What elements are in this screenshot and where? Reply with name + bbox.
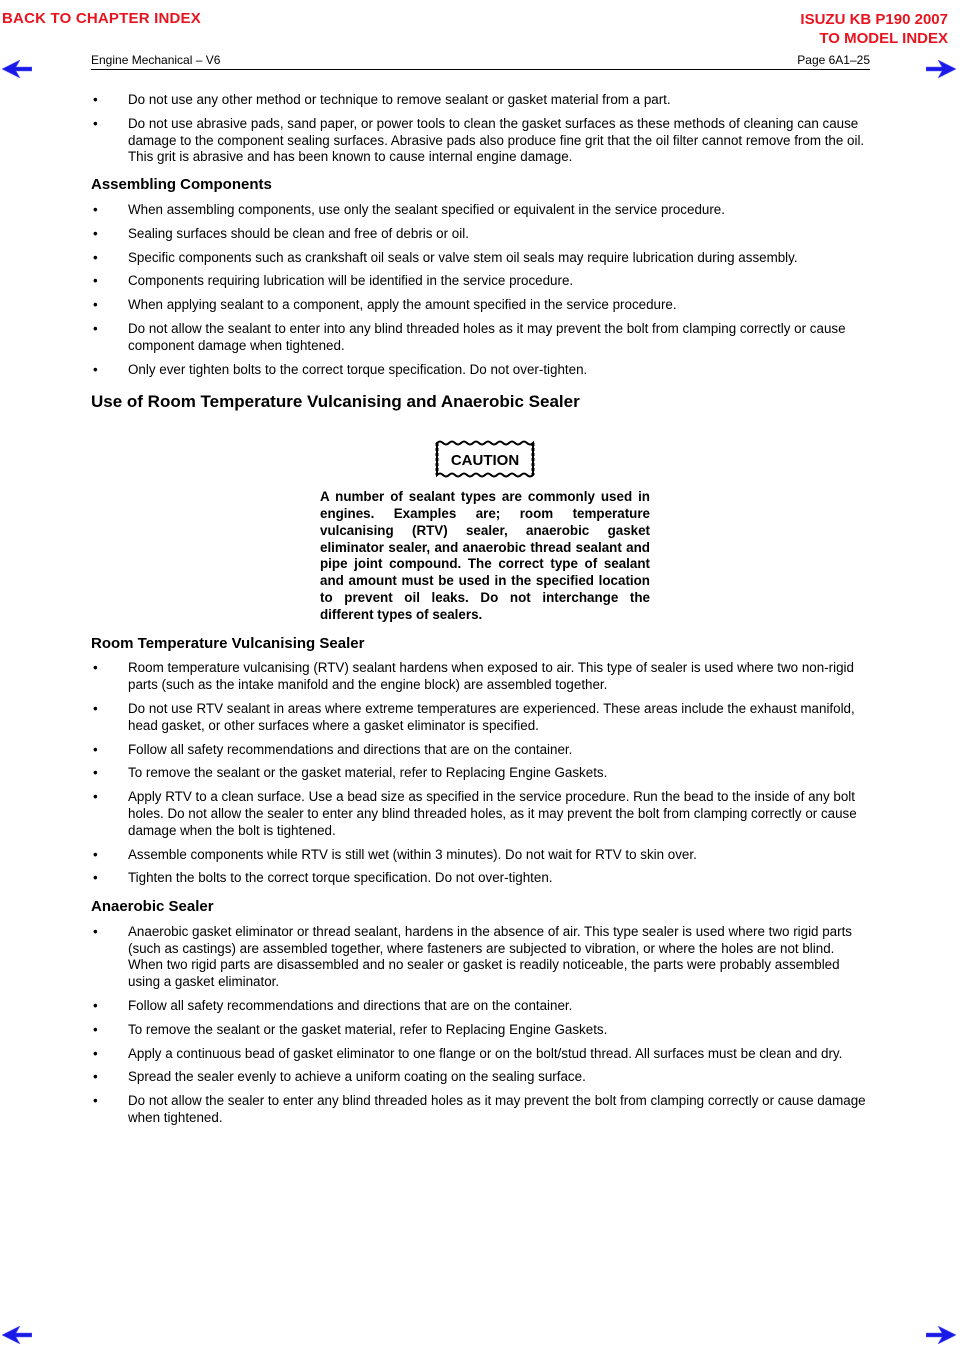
page-header-section: Engine Mechanical – V6 (91, 53, 221, 67)
rtv-bullet-list (91, 660, 871, 887)
list-item: • Anaerobic gasket eliminator or thread sealant, hardens in the absence of air. This type sealer is used where two rigid parts (such as castings) are assembled together, where fasteners are subjected to vibration, or where the holes are not blind. When two rigid parts are disassembled and no sealer or gasket is readily noticeable, the parts were probably assembled using a gasket eliminator. (91, 924, 871, 991)
model-title[interactable]: ISUZU KB P190 2007 (800, 11, 948, 28)
assembling-components-heading: Assembling Components (91, 176, 272, 194)
caution-badge-icon (433, 439, 537, 479)
list-item: • Only ever tighten bolts to the correct torque specification. Do not over-tighten. (91, 362, 871, 379)
list-item: • Do not use any other method or technique to remove sealant or gasket material from a part. (91, 92, 871, 109)
list-item: • Specific components such as crankshaft oil seals or valve stem oil seals may require lubrication during assembly. (91, 250, 871, 267)
previous-page-arrow-icon[interactable] (2, 60, 32, 78)
list-item: • To remove the sealant or the gasket material, refer to Replacing Engine Gaskets. (91, 1022, 871, 1039)
list-item: • Do not use abrasive pads, sand paper, or power tools to clean the gasket surfaces as these methods of cleaning can cause damage to the component sealing surfaces. Abrasive pads also produce fine grit that the oil filter cannot remove from the oil. This grit is abrasive and has been known to cause internal engine damage. (91, 116, 871, 166)
list-item: • Follow all safety recommendations and directions that are on the container. (91, 998, 871, 1015)
bottom-previous-page-arrow-icon[interactable] (2, 1326, 32, 1344)
header-divider (91, 69, 870, 70)
list-item: • Do not allow the sealer to enter any blind threaded holes as it may prevent the bolt from clamping correctly or cause damage when tightened. (91, 1093, 871, 1127)
list-item: • Do not allow the sealant to enter into any blind threaded holes as it may prevent the bolt from clamping correctly or cause component damage when tightened. (91, 321, 871, 355)
page-content (91, 92, 871, 1134)
list-item: • Assemble components while RTV is still wet (within 3 minutes). Do not wait for RTV to skin over. (91, 847, 871, 864)
list-item: • Follow all safety recommendations and directions that are on the container. (91, 742, 871, 759)
list-item: • Tighten the bolts to the correct torque specification. Do not over-tighten. (91, 870, 871, 887)
list-item: • Apply a continuous bead of gasket eliminator to one flange or on the bolt/stud thread. All surfaces must be clean and dry. (91, 1046, 871, 1063)
list-item: • Apply RTV to a clean surface. Use a bead size as specified in the service procedure. Run the bead to the inside of any bolt holes. Do not allow the sealer to enter any blind threaded holes, as it may prevent the bolt from clamping correctly or cause damage when the bolt is tightened. (91, 789, 871, 839)
rtv-sealer-heading: Room Temperature Vulcanising Sealer (91, 634, 365, 652)
list-item: • To remove the sealant or the gasket material, refer to Replacing Engine Gaskets. (91, 765, 871, 782)
list-item: • Sealing surfaces should be clean and free of debris or oil. (91, 226, 871, 243)
caution-text: A number of sealant types are commonly used in engines. Examples are; room temperature vulcanising (RTV) sealer, anaerobic gasket eliminator sealer, and anaerobic thread sealant and pipe joint compound. The correct type of sealant and amount must be used in the specified location to prevent oil leaks. Do not interchange the different types of sealers. (320, 489, 650, 622)
list-item: • Do not use RTV sealant in areas where extreme temperatures are experienced. These areas include the exhaust manifold, head gasket, or other surfaces where a gasket eliminator is specified. (91, 701, 871, 735)
next-page-arrow-icon[interactable] (926, 60, 956, 78)
caution-box (320, 439, 650, 623)
bottom-next-page-arrow-icon[interactable] (926, 1326, 956, 1344)
rtv-anaerobic-heading: Use of Room Temperature Vulcanising and Anaerobic Sealer (91, 392, 580, 412)
intro-bullet-list (91, 92, 871, 166)
page-number: Page 6A1–25 (797, 53, 870, 67)
list-item: • When assembling components, use only the sealant specified or equivalent in the service procedure. (91, 202, 871, 219)
back-to-chapter-index-link[interactable]: BACK TO CHAPTER INDEX (2, 10, 201, 27)
list-item: • Room temperature vulcanising (RTV) sealant hardens when exposed to air. This type of sealer is used where two non-rigid parts (such as the intake manifold and the engine block) are assembled together. (91, 660, 871, 694)
to-model-index-link[interactable]: TO MODEL INDEX (819, 30, 948, 47)
list-item: • When applying sealant to a component, apply the amount specified in the service procedure. (91, 297, 871, 314)
anaerobic-sealer-heading: Anaerobic Sealer (91, 898, 214, 916)
anaerobic-bullet-list (91, 924, 871, 1127)
list-item: • Spread the sealer evenly to achieve a uniform coating on the sealing surface. (91, 1069, 871, 1086)
assembling-bullet-list (91, 202, 871, 378)
model-index-block[interactable] (800, 10, 948, 48)
list-item: • Components requiring lubrication will be identified in the service procedure. (91, 273, 871, 290)
caution-label: CAUTION (450, 452, 520, 470)
